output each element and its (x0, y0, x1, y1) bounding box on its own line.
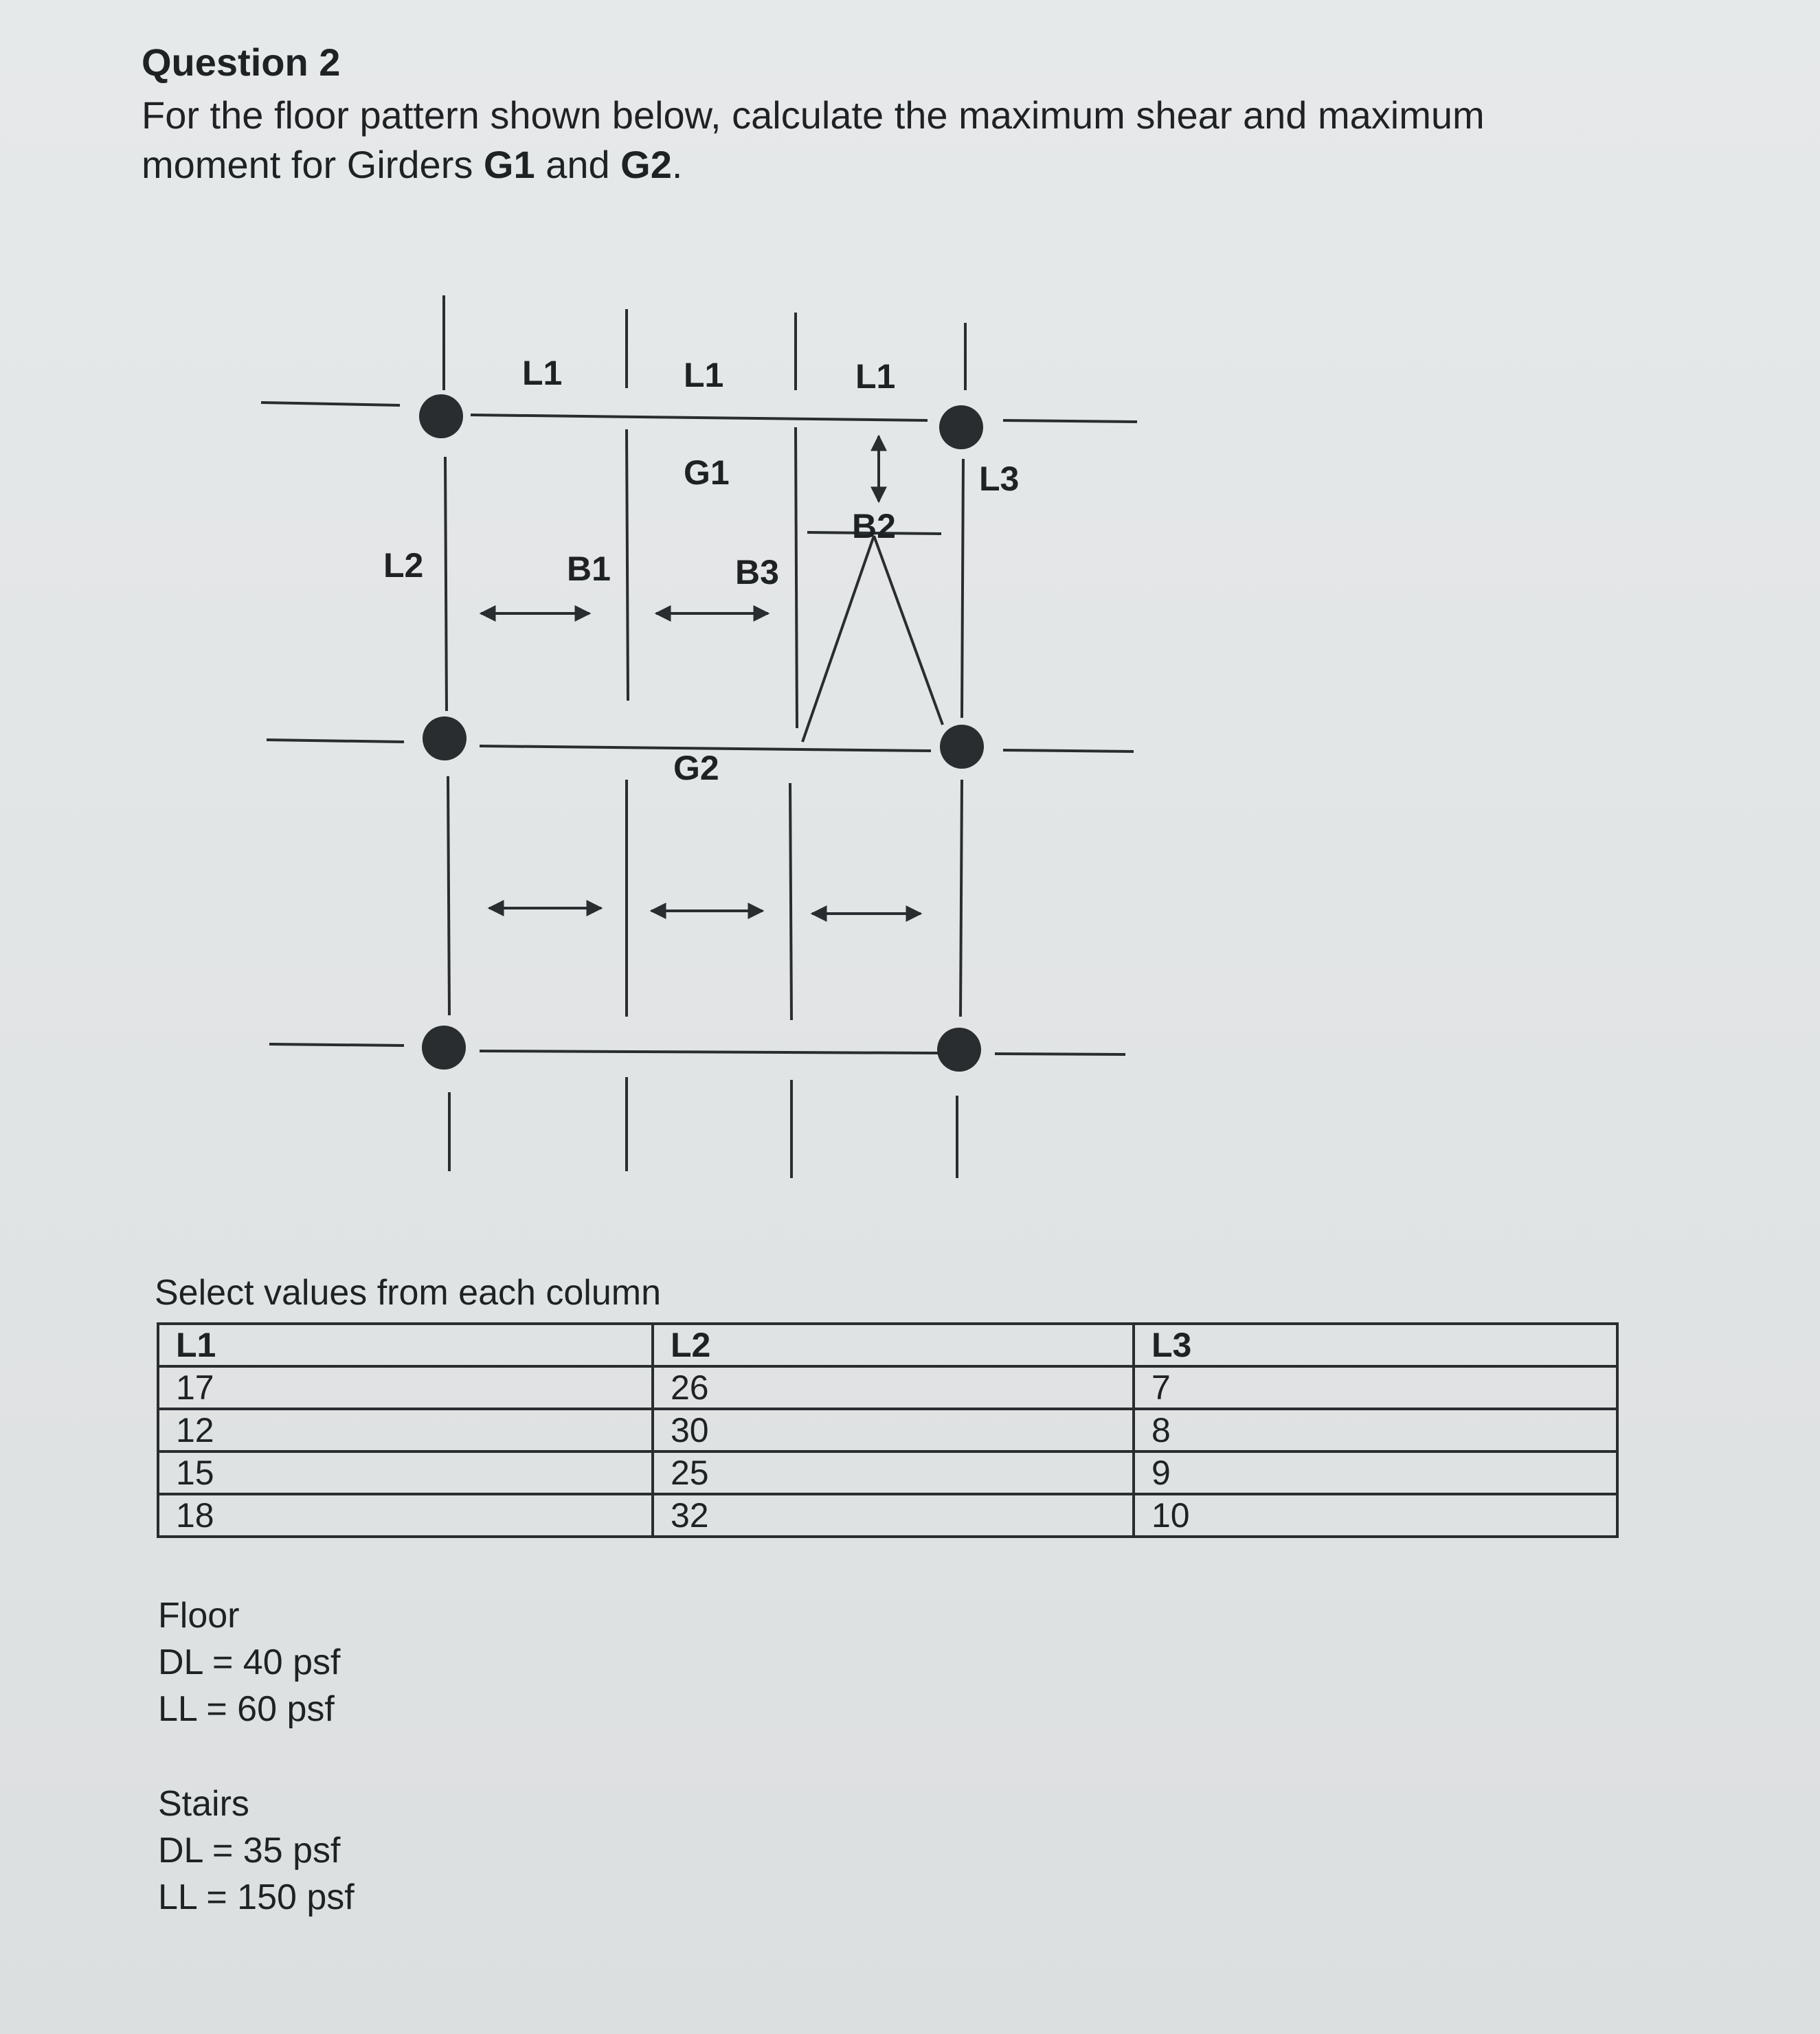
table-cell: 8 (1134, 1409, 1617, 1451)
beam-b3-line (790, 783, 791, 1020)
table-cell: 12 (158, 1409, 653, 1451)
header-l3: L3 (1134, 1324, 1617, 1366)
table-cell: 15 (158, 1451, 653, 1494)
header-l1: L1 (158, 1324, 653, 1366)
span-label-l3: L3 (979, 460, 1020, 498)
column-top-right (939, 405, 983, 449)
stairs-dl: DL = 35 psf (158, 1831, 341, 1871)
girder-label-g1: G1 (684, 453, 730, 492)
table-cell: 18 (158, 1494, 653, 1537)
floor-ll: LL = 60 psf (158, 1689, 335, 1729)
stairs-ll: LL = 150 psf (158, 1877, 355, 1917)
girder-ext (1003, 420, 1137, 422)
column-middle-left (423, 716, 467, 760)
table-cell: 10 (1134, 1494, 1617, 1537)
table-cell: 26 (653, 1366, 1134, 1409)
beam-label-b1: B1 (567, 550, 611, 588)
span-label-l1: L1 (684, 356, 724, 394)
stairs-loads (158, 1781, 355, 1921)
stair-line-right (874, 536, 943, 725)
prompt-text: For the floor pattern shown below, calculate the maximum shear and maximum moment for Girders (142, 93, 1485, 186)
stair-line-left (802, 536, 874, 742)
girder-label-g2: G2 (673, 749, 719, 787)
values-table (157, 1322, 1619, 1538)
column-line-left (445, 457, 447, 711)
girder-ext (1003, 750, 1134, 752)
beam-label-b2: B2 (852, 507, 896, 545)
span-label-l1: L1 (522, 354, 563, 392)
question-heading: Question 2 (142, 41, 341, 84)
table-cell: 7 (1134, 1366, 1617, 1409)
beam-b3-line (796, 427, 797, 728)
floor-loads (158, 1592, 340, 1732)
prompt-end: . (671, 143, 683, 186)
girder-ext (261, 403, 400, 405)
column-middle-right (940, 725, 984, 769)
floor-title: Floor (158, 1596, 240, 1636)
stairs-title: Stairs (158, 1784, 249, 1824)
column-line-left (448, 776, 449, 1015)
girder-ext (269, 1044, 404, 1046)
beam-b1-line (627, 429, 628, 701)
prompt-g1: G1 (483, 143, 535, 186)
column-top-left (419, 394, 463, 438)
table-cell: 9 (1134, 1451, 1617, 1494)
table-row (158, 1494, 1617, 1537)
table-cell: 30 (653, 1409, 1134, 1451)
column-line-right (962, 459, 963, 718)
girder-bottom-line (480, 1051, 940, 1053)
column-bottom-right (937, 1028, 981, 1072)
table-row (158, 1451, 1617, 1494)
span-label-l1: L1 (855, 357, 896, 396)
header-l2: L2 (653, 1324, 1134, 1366)
table-header-row (158, 1324, 1617, 1366)
span-label-l2: L2 (383, 546, 424, 585)
table-row (158, 1409, 1617, 1451)
column-bottom-left (422, 1026, 466, 1070)
girder-g1-line (471, 415, 928, 420)
girder-ext (267, 740, 404, 742)
prompt-and: and (535, 143, 621, 186)
table-cell: 17 (158, 1366, 653, 1409)
beam-label-b3: B3 (735, 553, 779, 591)
table-caption: Select values from each column (155, 1273, 662, 1313)
table-cell: 25 (653, 1451, 1134, 1494)
prompt-g2: G2 (620, 143, 672, 186)
table-cell: 32 (653, 1494, 1134, 1537)
column-line-right (960, 780, 962, 1017)
floor-dl: DL = 40 psf (158, 1642, 341, 1682)
table-row (158, 1366, 1617, 1409)
